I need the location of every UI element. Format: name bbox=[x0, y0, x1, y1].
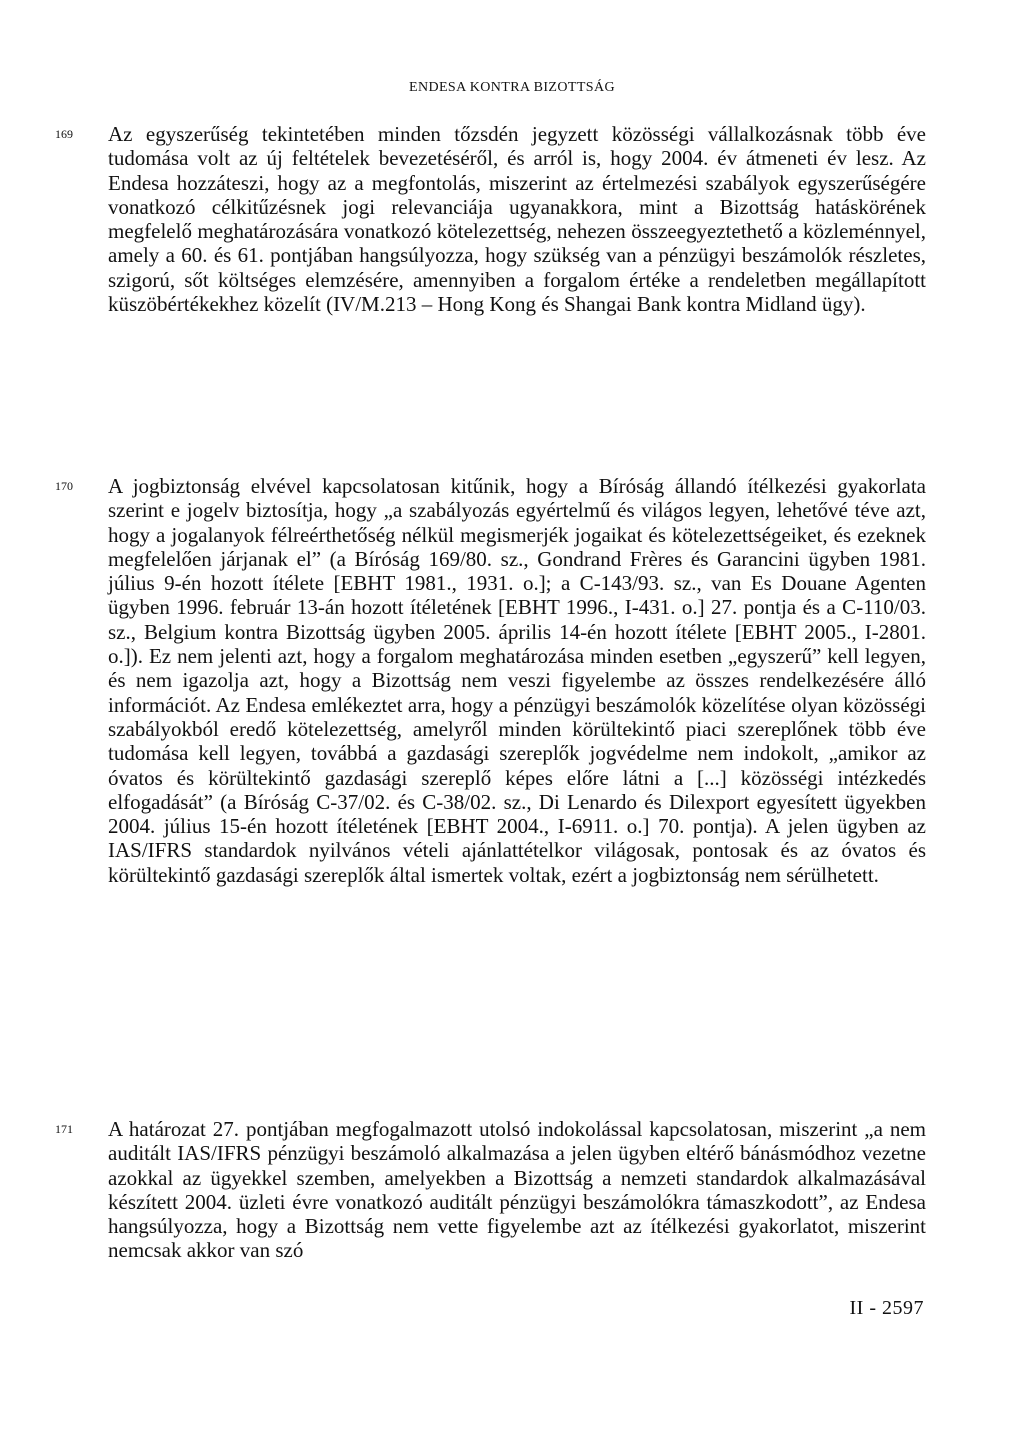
paragraph-text: A jogbiztonság elvével kapcsolatosan kitűnik, hogy a Bíróság állandó ítélkezési gyakorlata szerint e jogelv biztosítja, hogy „a szabályozás egyértelmű és világos legyen, lehetővé téve azt, hogy a jogalanyok félreérthetőség nélkül megismerjék jogaikat és kötelezettségeiket, és ezeknek megfelelően járjanak el” (a Bíróság 169/80. sz., Gondrand Frères és Garancini ügyben 1981. július 9-én hozott ítélete [EBHT 1981., 1931. o.]; a C-143/93. sz., van Es Douane Agenten ügyben 1996. február 13-án hozott ítéletének [EBHT 1996., I-431. o.] 27. pontja és a C-110/03. sz., Belgium kontra Bizottság ügyben 2005. április 14-én hozott ítélete [EBHT 2005., I-2801. o.]). Ez nem jelenti azt, hogy a forgalom meghatározása minden esetben „egyszerű” kell legyen, és nem igazolja azt, hogy a Bizottság nem veszi figyelembe az összes rendelkezésére álló információt. Az Endesa emlékeztet arra, hogy a pénzügyi beszámolók közelítése olyan közösségi szabályokból eredő kötelezettség, amelyről minden körültekintő piaci szereplőnek több éve tudomása kell legyen, továbbá a gazdasági szereplők jogvédelme nem indokolt, „amikor az óvatos és körültekintő gazdasági szereplő képes előre látni a [...] közösségi intézkedés elfogadását” (a Bíróság C-37/02. és C-38/02. sz., Di Lenardo és Dilexport egyesített ügyekben 2004. július 15-én hozott ítéletének [EBHT 2004., I-6911. o.] 70. pontja). A jelen ügyben az IAS/IFRS standardok nyilvános vételi ajánlattételkor világosak, pontosak és az óvatos és körültekintő gazdasági szereplők által ismertek voltak, ezért a jogbiztonság nem sérülhetett. bbox=[108, 474, 926, 887]
paragraph-171 bbox=[55, 1117, 926, 1263]
paragraph-number: 171 bbox=[55, 1122, 73, 1136]
page-number: II - 2597 bbox=[849, 1297, 924, 1319]
paragraph-number: 170 bbox=[55, 479, 73, 493]
paragraph-text: Az egyszerűség tekintetében minden tőzsdén jegyzett közösségi vállalkozásnak több éve tudomása volt az új feltételek bevezetéséről, és arról is, hogy 2004. év átmeneti év lesz. Az Endesa hozzáteszi, hogy az a megfontolás, miszerint az értelmezési szabályok egyszerűségére vonatkozó célkitűzésnek jogi relevanciája ugyanakkora, mint a Bizottság hatáskörének megfelelő meghatározására vonatkozó kötelezettség, nehezen összeegyeztethető a közleménnyel, amely a 60. és 61. pontjában hangsúlyozza, hogy szükség van a pénzügyi beszámolók részletes, szigorú, sőt költséges elemzésére, amennyiben a forgalom értéke a rendeletben megállapított küszöbértékekhez közelít (IV/M.213 – Hong Kong és Shangai Bank kontra Midland ügy). bbox=[108, 122, 926, 317]
paragraph-number: 169 bbox=[55, 127, 73, 141]
paragraph-169 bbox=[55, 122, 926, 317]
running-header: ENDESA KONTRA BIZOTTSÁG bbox=[409, 80, 615, 95]
paragraph-text: A határozat 27. pontjában megfogalmazott utolsó indokolással kapcsolatosan, miszerint „a nem auditált IAS/IFRS pénzügyi beszámoló alkalmazása a jelen ügyben eltérő bánásmódhoz vezetne azokkal az ügyekkel szemben, amelyekben a Bizottság a nemzeti standardok alkalmazásával készített 2004. üzleti évre vonatkozó auditált pénzügyi beszámolókra támaszkodott”, az Endesa hangsúlyozza, hogy a Bizottság nem vette figyelembe azt az ítélkezési gyakorlatot, miszerint nemcsak akkor van szó bbox=[108, 1117, 926, 1263]
paragraph-170 bbox=[55, 474, 926, 887]
